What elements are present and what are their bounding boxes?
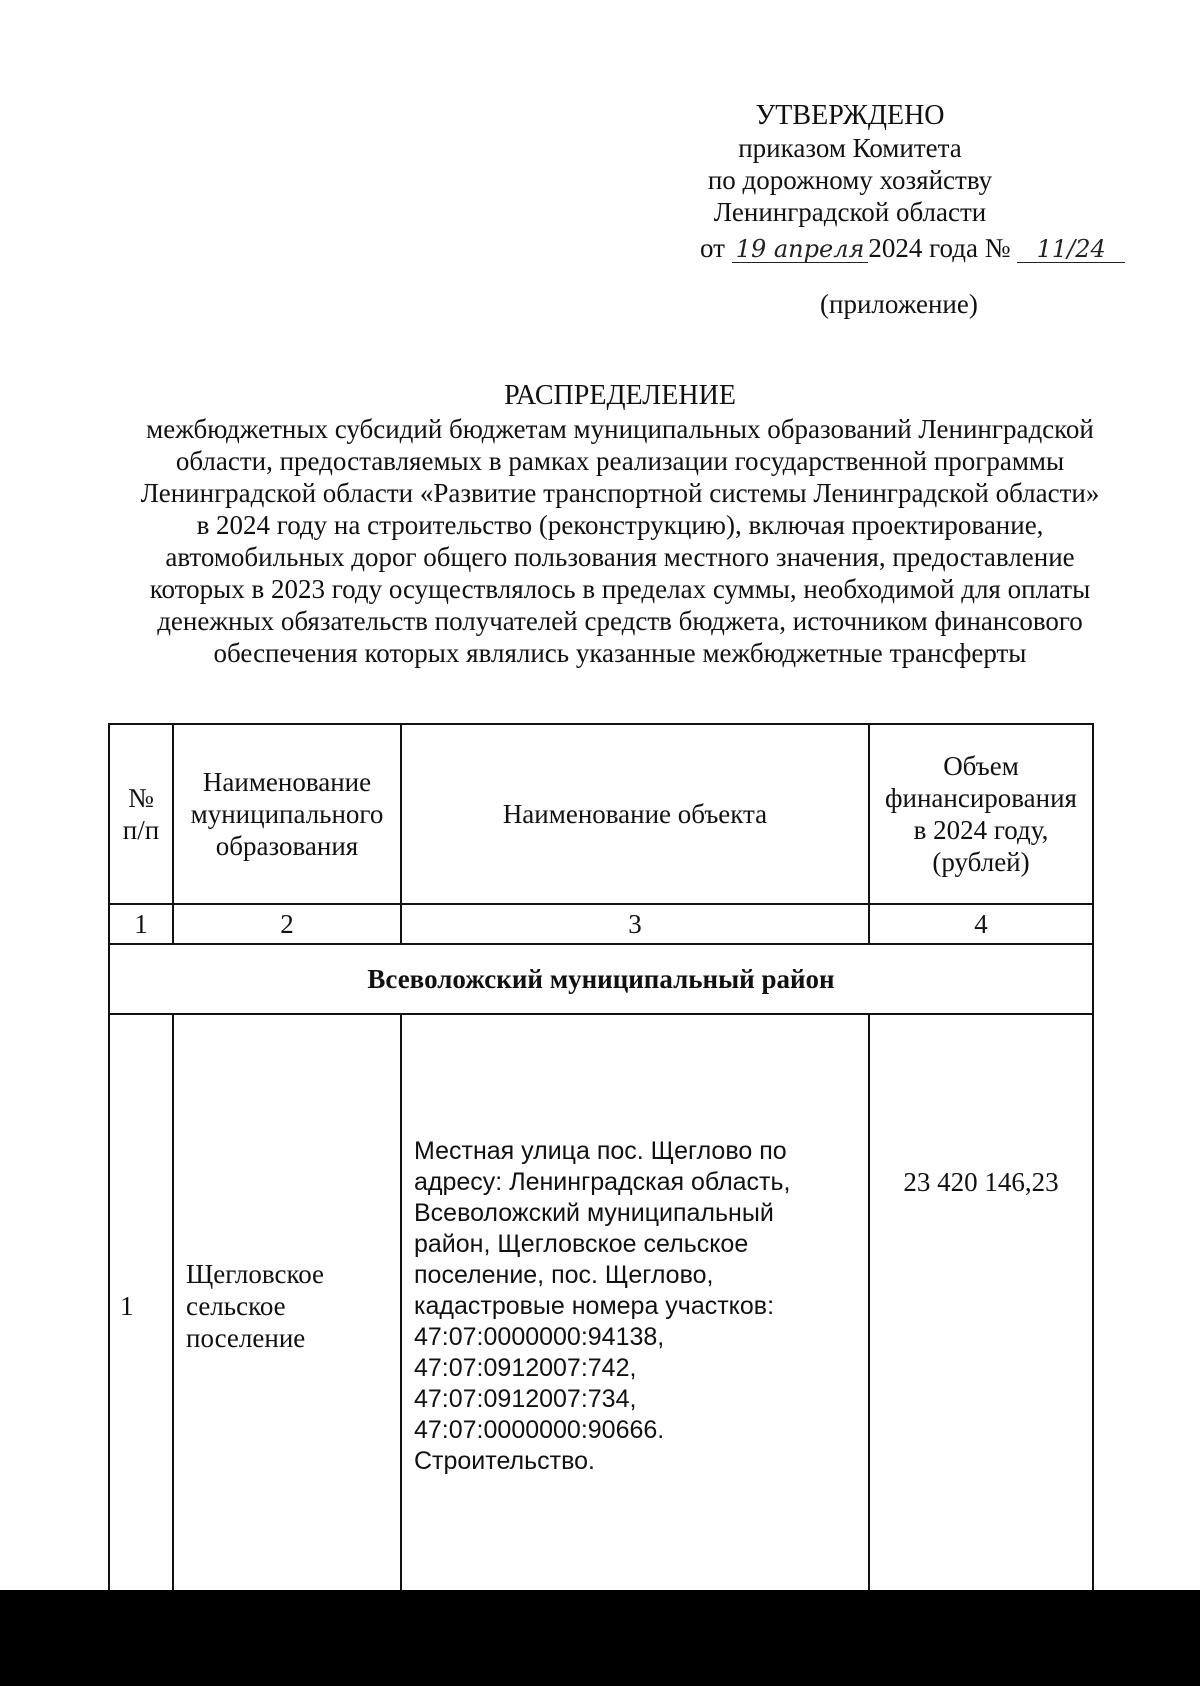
row-municipality: Щегловское сельское поселение xyxy=(173,1014,401,1598)
approval-title: УТВЕРЖДЕНО xyxy=(755,100,945,131)
subtitle-line: которых в 2023 году осуществлялось в пределах суммы, необходимой для оплаты xyxy=(149,574,1091,604)
subtitle-line: в 2024 году на строительство (реконструкцию), включая проектирование, xyxy=(196,510,1044,540)
approval-line-2: по дорожному хозяйству xyxy=(707,165,993,195)
approval-line-3: Ленинградской области xyxy=(713,197,987,227)
document-heading: РАСПРЕДЕЛЕНИЕ xyxy=(504,380,736,411)
column-number-row xyxy=(109,904,1093,944)
row-index: 1 xyxy=(109,1014,173,1598)
column-number: 3 xyxy=(401,904,869,944)
appendix-label: (приложение) xyxy=(820,289,978,319)
header-amount: Объем финансирования в 2024 году, (рублей) xyxy=(869,724,1093,904)
column-number: 2 xyxy=(173,904,401,944)
handwritten-order-number: 11/24 xyxy=(1017,236,1125,263)
subtitle-line: обеспечения которых являлись указанные межбюджетные трансферты xyxy=(213,638,1027,668)
header-object: Наименование объекта xyxy=(401,724,869,904)
subtitle-line: области, предоставляемых в рамках реализации государственной программы xyxy=(175,446,1065,476)
date-prefix: от xyxy=(700,233,725,263)
district-name: Всеволожский муниципальный район xyxy=(109,944,1093,1014)
approval-date-line xyxy=(700,232,1125,264)
approval-line-1: приказом Комитета xyxy=(738,133,962,163)
table-header-row xyxy=(109,724,1093,904)
approval-stamp-block xyxy=(650,100,1050,228)
column-number: 1 xyxy=(109,904,173,944)
column-number: 4 xyxy=(869,904,1093,944)
header-municipality: Наименование муниципального образования xyxy=(173,724,401,904)
table-row xyxy=(109,1014,1093,1598)
row-object: Местная улица пос. Щеглово по адресу: Ленинградская область, Всеволожский муниципальный район, Щегловское сельское поселение, пос. Щеглово, кадастровые номера участков: 47:07:0000000:94138, 47:07:0912007:742, 47:07:0912007:734, 47:07:0000000:90666. Строительство. xyxy=(401,1014,869,1598)
subtitle-line: Ленинградской области «Развитие транспортной системы Ленинградской области» xyxy=(140,478,1100,508)
handwritten-date: 19 апреля xyxy=(732,236,869,263)
district-row xyxy=(109,944,1093,1014)
row-amount: 23 420 146,23 xyxy=(869,1014,1093,1598)
document-subtitle xyxy=(110,413,1130,669)
subtitle-line: денежных обязательств получателей средств бюджета, источником финансового xyxy=(157,606,1083,636)
subtitle-line: автомобильных дорог общего пользования местного значения, предоставление xyxy=(165,542,1075,572)
year-text: 2024 года № xyxy=(868,233,1011,263)
subtitle-line: межбюджетных субсидий бюджетам муниципальных образований Ленинградской xyxy=(146,414,1094,444)
scan-bottom-border xyxy=(0,1590,1200,1686)
distribution-table xyxy=(108,723,1094,1599)
header-index: № п/п xyxy=(109,724,173,904)
